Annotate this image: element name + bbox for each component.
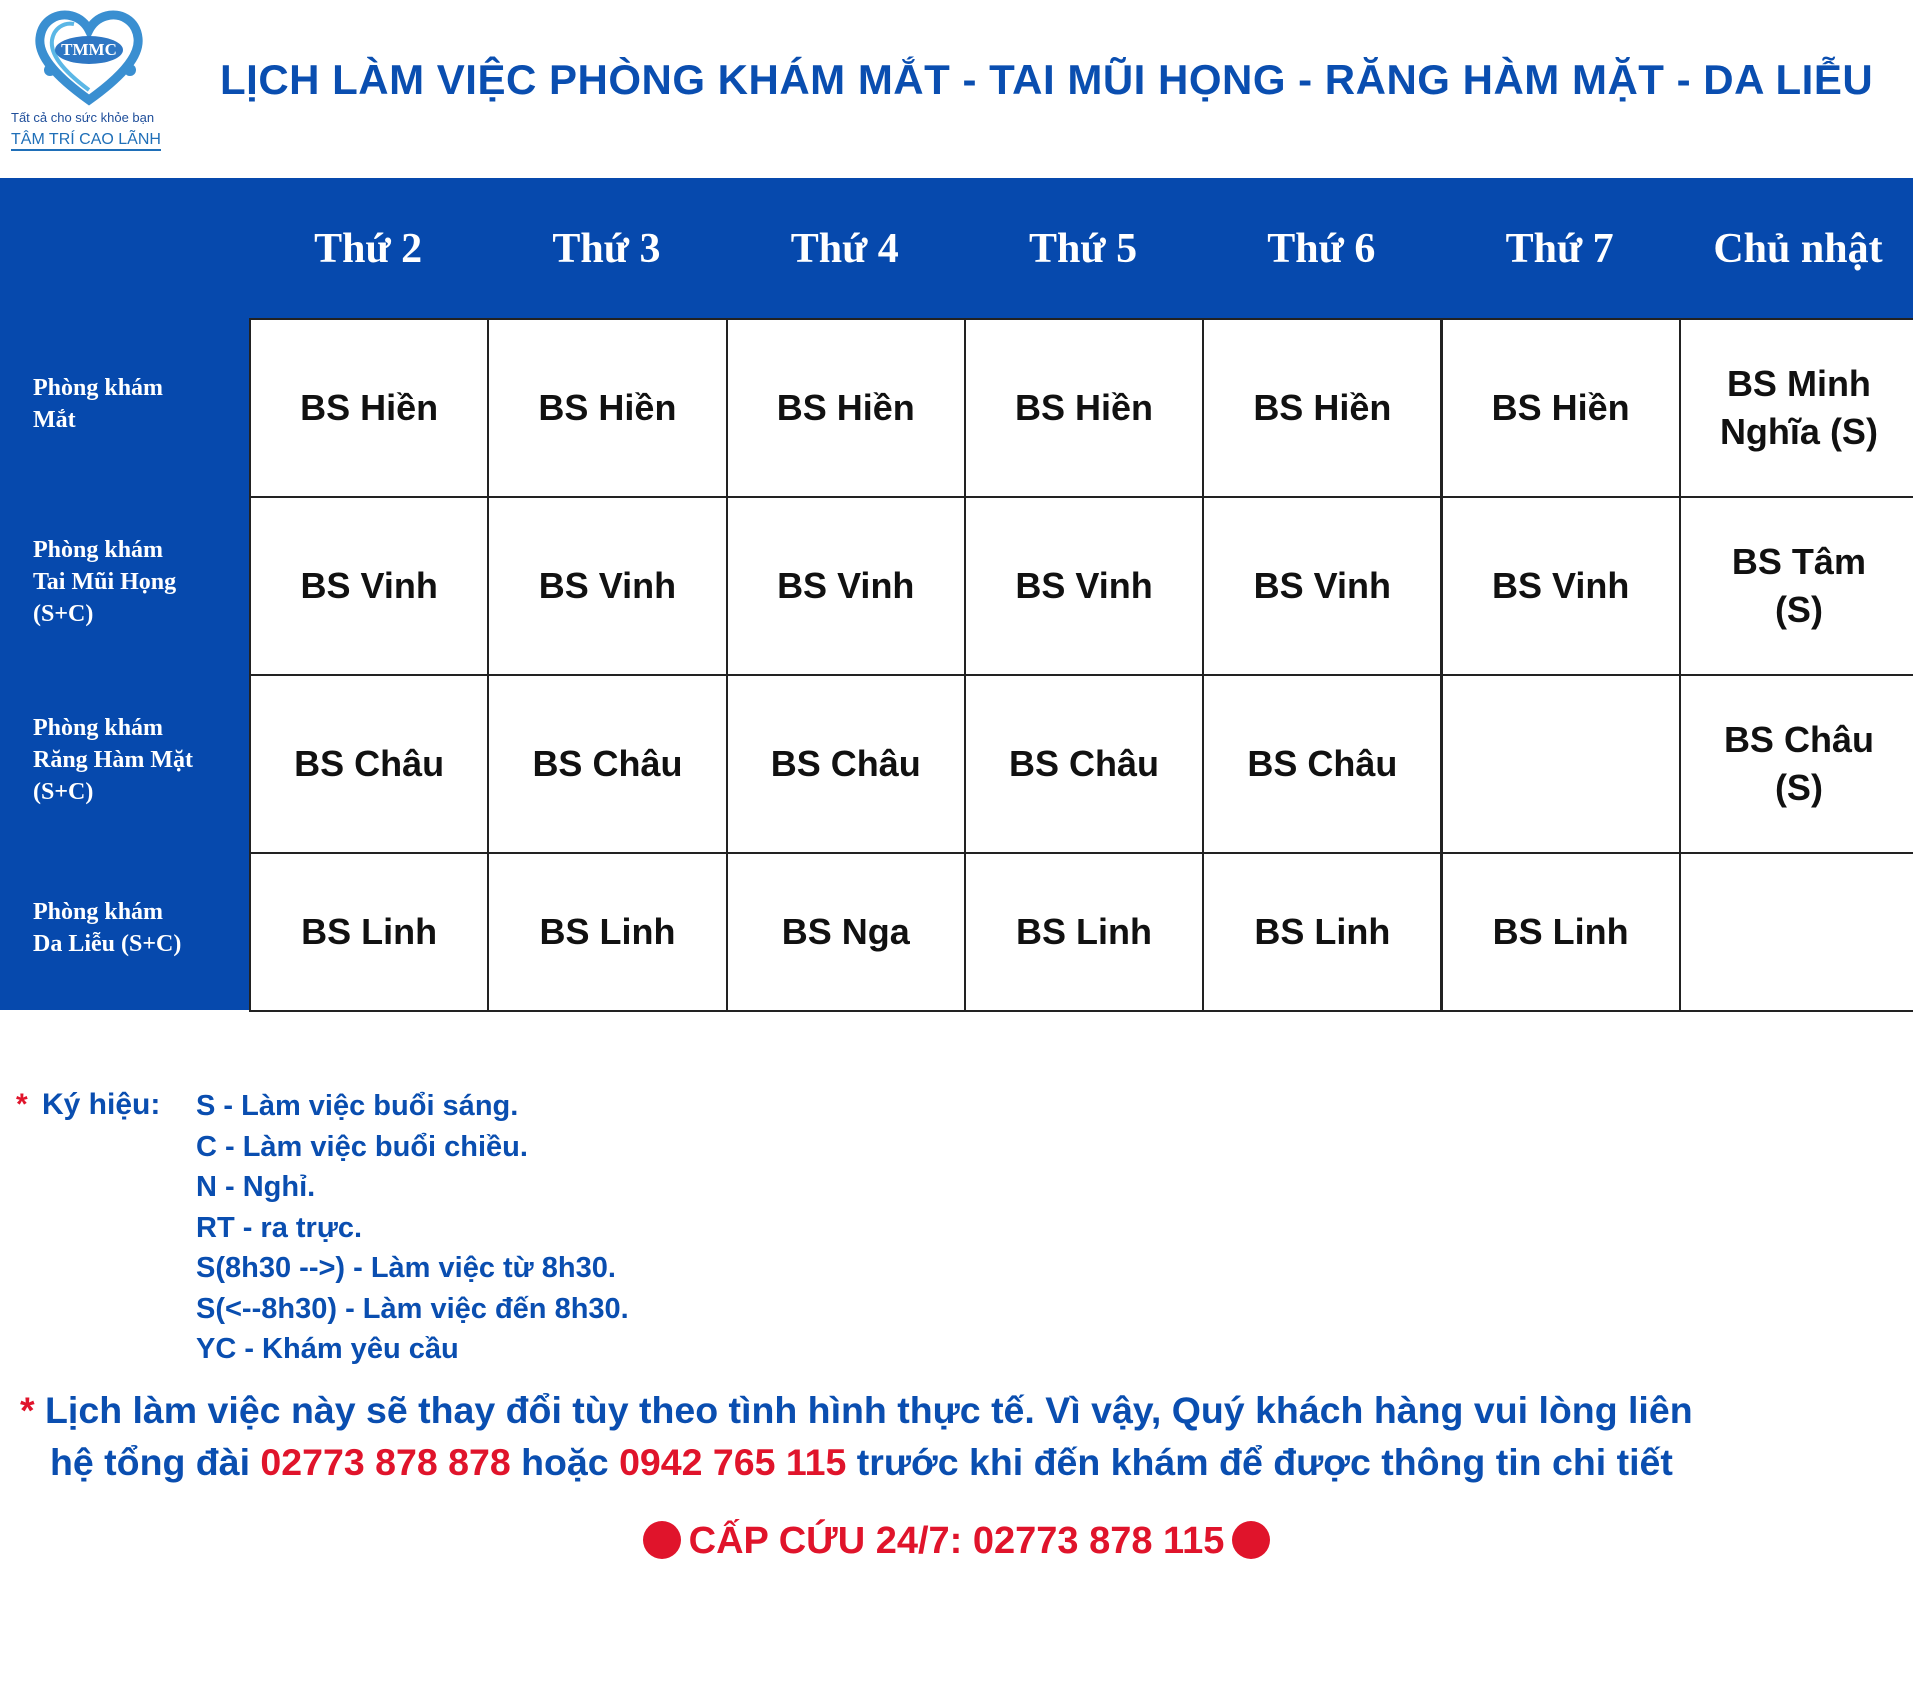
schedule-cell: BS Minh Nghĩa (S) — [1679, 318, 1913, 498]
room-label: Phòng khám Da Liễu (S+C) — [33, 899, 182, 957]
hotline-phone[interactable]: 02773 878 878 — [260, 1441, 511, 1483]
schedule-cell: BS Nga — [726, 852, 966, 1012]
note-star: * — [20, 1389, 35, 1431]
schedule-cell — [1441, 674, 1681, 854]
legend-list — [196, 1086, 629, 1370]
schedule-cell: BS Châu — [1202, 674, 1442, 854]
schedule-cell: BS Hiền — [726, 318, 966, 498]
day-header: Thứ 3 — [552, 226, 661, 272]
legend-title: Ký hiệu: — [42, 1088, 161, 1121]
schedule-cell: BS Châu — [726, 674, 966, 854]
note-line-2 — [20, 1436, 1900, 1488]
mobile-phone[interactable]: 0942 765 115 — [619, 1441, 847, 1483]
schedule-cell: BS Vinh — [487, 496, 727, 676]
schedule-cell: BS Vinh — [726, 496, 966, 676]
schedule-cell: BS Hiền — [1441, 318, 1681, 498]
schedule-cell: BS Châu — [487, 674, 727, 854]
schedule-cell: BS Tâm (S) — [1679, 496, 1913, 676]
red-dot-icon — [1232, 1521, 1270, 1559]
schedule-cell: BS Vinh — [1441, 496, 1681, 676]
day-header: Chủ nhật — [1713, 226, 1883, 272]
legend-item: S(<--8h30) - Làm việc đến 8h30. — [196, 1292, 629, 1325]
page-title: LỊCH LÀM VIỆC PHÒNG KHÁM MẮT - TAI MŨI HỌNG - RĂNG HÀM MẶT - DA LIỄU — [220, 56, 1874, 103]
schedule-cell: BS Hiền — [249, 318, 489, 498]
legend-star: * — [16, 1088, 28, 1121]
logo-subtitle: Tất cả cho sức khỏe bạn — [11, 110, 155, 125]
logo-slogan: TÂM TRÍ CAO LÃNH — [11, 131, 161, 151]
emergency-text[interactable]: CẤP CỨU 24/7: 02773 878 115 — [688, 1520, 1225, 1562]
day-header: Thứ 4 — [790, 226, 899, 272]
legend-item: RT - ra trực. — [196, 1211, 363, 1244]
emergency-line — [0, 1520, 1913, 1563]
note-text-2: hệ tổng đài — [50, 1441, 261, 1483]
room-label: Phòng khám Răng Hàm Mặt (S+C) — [33, 715, 193, 805]
logo-text: TMMC — [61, 40, 117, 59]
note-text-4: trước khi đến khám để được thông tin chi tiết — [846, 1441, 1673, 1483]
schedule-cell: BS Châu (S) — [1679, 674, 1913, 854]
schedule-cell: BS Linh — [1441, 852, 1681, 1012]
legend-item: YC - Khám yêu cầu — [196, 1333, 459, 1365]
schedule-cell: BS Vinh — [964, 496, 1204, 676]
schedule-cell: BS Vinh — [249, 496, 489, 676]
schedule-cell: BS Châu — [964, 674, 1204, 854]
note-text-1: Lịch làm việc này sẽ thay đổi tùy theo tình hình thực tế. Vì vậy, Quý khách hàng vui lòng liên — [34, 1389, 1693, 1431]
schedule-cell: BS Linh — [964, 852, 1204, 1012]
schedule-cell: BS Hiền — [1202, 318, 1442, 498]
red-dot-icon — [643, 1521, 681, 1559]
clinic-logo — [8, 10, 178, 150]
schedule-cell — [1679, 852, 1913, 1012]
schedule-note — [20, 1384, 1900, 1488]
legend-item: S(8h30 -->) - Làm việc từ 8h30. — [196, 1252, 616, 1284]
note-line-1 — [20, 1384, 1900, 1436]
schedule-cell: BS Linh — [249, 852, 489, 1012]
schedule-grid — [249, 318, 1913, 1010]
day-header: Thứ 5 — [1029, 226, 1138, 272]
schedule-cell: BS Hiền — [964, 318, 1204, 498]
note-text-3: hoặc — [510, 1441, 620, 1483]
schedule-cell: BS Vinh — [1202, 496, 1442, 676]
day-header: Thứ 7 — [1505, 226, 1614, 272]
schedule-cell: BS Linh — [487, 852, 727, 1012]
schedule-cell: BS Linh — [1202, 852, 1442, 1012]
schedule-cell: BS Châu — [249, 674, 489, 854]
schedule-cell: BS Hiền — [487, 318, 727, 498]
room-label: Phòng khám Mắt — [33, 375, 164, 433]
room-label: Phòng khám Tai Mũi Họng (S+C) — [33, 537, 177, 627]
day-header: Thứ 6 — [1267, 226, 1376, 272]
day-header: Thứ 2 — [314, 226, 423, 272]
legend-item: N - Nghỉ. — [196, 1171, 316, 1203]
legend-item: S - Làm việc buổi sáng. — [196, 1090, 519, 1122]
legend-item: C - Làm việc buổi chiều. — [196, 1130, 528, 1163]
